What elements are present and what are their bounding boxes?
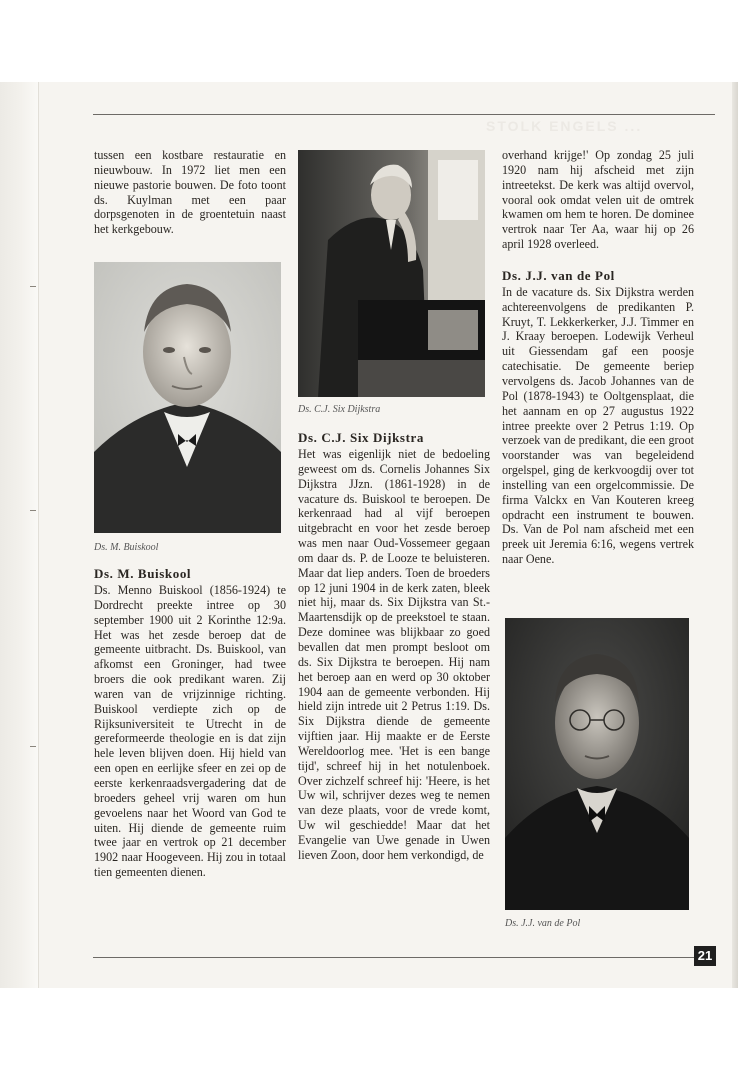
running-title-ghost: STOLK ENGELS ... bbox=[486, 118, 643, 134]
column-1-intro-text: tussen een kostbare restauratie en nieuwbouw. In 1972 liet men een nieuwe pastorie bouwen. De foto toont ds. Kuylman met een paar dorpsgenoten in de groentetuin naast het kerkgebouw. bbox=[94, 148, 286, 237]
portrait-six-dijkstra-image bbox=[298, 150, 485, 397]
column-1-article bbox=[94, 566, 286, 880]
photo-caption-six-dijkstra: Ds. C.J. Six Dijkstra bbox=[298, 404, 381, 415]
article-van-de-pol-text: In de vacature ds. Six Dijkstra werden achtereenvolgens de predikanten P. Kruyt, T. Lekkerkerker, J.J. Timmer en J. Kraay beroepen. Lodewijk Verheul uit Giessendam gaf een poosje catechisatie. De gemeente beriep vervolgens ds. Jacob Johannes van de Pol (1878-1943) te Ooltgensplaat, die het aannam en op 27 augustus 1922 intree preekte over 2 Petrus 1:19. Op verzoek van de predikant, die een groot voorstander was van begeleidend orgelspel, ging de kerkvoogdij over tot instelling van een orgelcommissie. De firma Valckx en Van Kouteren kreeg opdracht een instrument te bouwen. Ds. Van de Pol nam afscheid met een preek uit Jeremia 6:16, wegens vertrek naar Oene. bbox=[502, 284, 694, 567]
column-3-continued-text: overhand krijge!' Op zondag 25 juli 1920 nam hij afscheid met zijn intreetekst. De kerk was altijd overvol, vooral ook omdat velen uit de omtrek kwamen om hem te horen. De dominee vertrok naar Ter Aa, waar hij op 26 april 1928 overleed. bbox=[502, 148, 694, 252]
portrait-van-de-pol-image bbox=[505, 618, 689, 910]
photo-van-de-pol bbox=[505, 618, 689, 910]
photo-caption-buiskool: Ds. M. Buiskool bbox=[94, 542, 159, 553]
bottom-rule bbox=[93, 957, 715, 958]
margin-tick bbox=[30, 286, 36, 287]
article-buiskool-text: Ds. Menno Buiskool (1856-1924) te Dordrecht preekte intree op 30 september 1900 uit 2 Korinthe 12:9a. Het was het zesde beroep dat de gemeente uitbracht. Ds. Buiskool, van afkomst een Groninger, had twee broers die ook predikant waren. Zij waren van de vrijzinnige richting. Buiskool verdiepte zich op de Rijksuniversiteit te Utrecht in de gereformeerde theologie en is dat zijn hele leven blijven doen. Hij hield van een open en eerlijke sfeer en zei op de eerste kerkenraadsvergadering dat de broeders geheel vrij waren om hun gevoelens naar het Woord van God te uiten. Hij diende de gemeente ruim twee jaar en vertrok op 21 december 1902 naar Hoogeveen. Hij zou in totaal tien gemeenten dienen. bbox=[94, 583, 286, 880]
margin-tick bbox=[30, 746, 36, 747]
photo-six-dijkstra bbox=[298, 150, 485, 397]
article-six-dijkstra-text: Het was eigenlijk niet de bedoeling geweest om ds. Cornelis Johannes Six Dijkstra JJzn. (1861-1928) in de vacature ds. Buiskool te beroepen. De kerkenraad had al vijf beroepen uitgebracht en voor het zesde beroep was men naar Oud-Vossemeer gegaan om daar ds. P. de Looze te beluisteren. Maar dat liep anders. Toen de broeders op 12 juni 1904 in de kerk zaten, bleek niet hij, maar ds. Six Dijkstra van St.-Maartensdijk op de preekstoel te staan. Deze dominee was blijkbaar zo goed bevallen dat men prompt besloot om ds. Six Dijkstra te beroepen. Hij nam het beroep aan en werd op 30 oktober 1904 aan de gemeente verbonden. Hij hield zijn intrede uit 2 Petrus 1:19. Ds. Six Dijkstra diende de gemeente vijftien jaar. Hij maakte er de Eerste Wereldoorlog mee. 'Het is een bange tijd', schreef hij in het notulenboek. Over zichzelf schreef hij: 'Heere, is het Uw wil, schrijver dezes weg te nemen van deze plaats, voor de vrede komt, Uw wil geschiedde! Maar dat het Evangelie van Uwe genade in Uwen lieven Zoon, door hem verkondigd, de bbox=[298, 447, 490, 862]
previous-page-edge bbox=[0, 82, 39, 988]
portrait-buiskool-image bbox=[94, 262, 281, 533]
column-2-article bbox=[298, 430, 490, 863]
column-3-article bbox=[502, 148, 694, 567]
column-1-intro bbox=[94, 148, 286, 237]
heading-buiskool: Ds. M. Buiskool bbox=[94, 566, 192, 581]
photo-buiskool bbox=[94, 262, 281, 533]
page-number: 21 bbox=[694, 946, 716, 966]
photo-caption-van-de-pol: Ds. J.J. van de Pol bbox=[505, 918, 581, 929]
heading-van-de-pol: Ds. J.J. van de Pol bbox=[502, 267, 615, 283]
top-rule bbox=[93, 114, 715, 115]
margin-tick bbox=[30, 510, 36, 511]
page-edge-right bbox=[732, 82, 738, 988]
heading-six-dijkstra: Ds. C.J. Six Dijkstra bbox=[298, 430, 424, 445]
